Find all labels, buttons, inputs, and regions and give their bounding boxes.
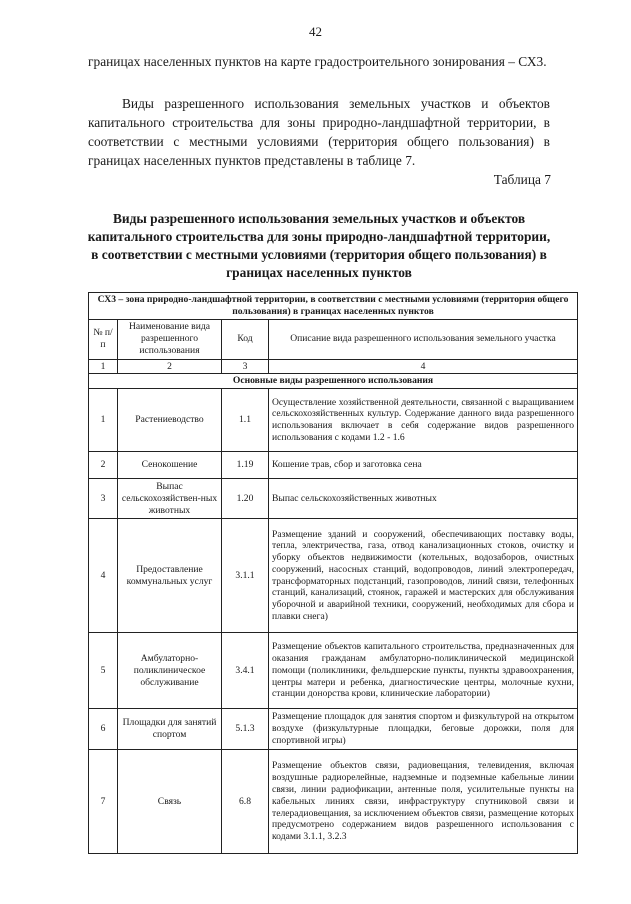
row-number: 5 — [89, 633, 118, 709]
use-name: Амбулаторно-поликлиническое обслуживание — [118, 633, 222, 709]
use-name: Выпас сельскохозяйствен-ных животных — [118, 479, 222, 519]
row-number: 6 — [89, 709, 118, 750]
page-number: 42 — [309, 24, 322, 39]
table-label: Таблица 7 — [493, 172, 551, 187]
row-number: 7 — [89, 750, 118, 854]
column-header-code: Код — [222, 319, 269, 359]
row-number: 4 — [89, 519, 118, 633]
zone-header: СХ3 – зона природно-ландшафтной территории, в соответствии с местными условиями (территория общего пользования) в границах населенных пунктов — [89, 293, 578, 320]
table-row — [89, 389, 578, 452]
use-code: 3.1.1 — [222, 519, 269, 633]
use-description: Размещение объектов капитального строительства, предназначенных для оказания гражданам амбулаторно-поликлинической медицинской помощи (поликлиники, фельдшерские пункты, пункты здравоохранения, центры матери и ребенка, диагностические центры, молочные кухни, станции донорства крови, клинические лаборатории) — [269, 633, 578, 709]
column-number: 3 — [222, 359, 269, 374]
use-code: 5.1.3 — [222, 709, 269, 750]
row-number: 3 — [89, 479, 118, 519]
intro-text-2: Виды разрешенного использования земельных участков и объектов капитального строительства для зоны природно-ландшафтной территории, в соответствии с местными условиями (территория общего пользования) в границах населенных пунктов представлены в таблице 7. — [88, 96, 550, 168]
permitted-use-table — [88, 292, 578, 854]
section-title: Основные виды разрешенного использования — [89, 374, 578, 389]
use-name: Предоставление коммунальных услуг — [118, 519, 222, 633]
table-row — [89, 519, 578, 633]
column-number: 4 — [269, 359, 578, 374]
column-number-row — [89, 359, 578, 374]
table-row — [89, 750, 578, 854]
zone-header-row — [89, 293, 578, 320]
intro-text-1: границах населенных пунктов на карте градостроительного зонирования – СХ3. — [88, 54, 547, 69]
section-row — [89, 374, 578, 389]
use-description: Кошение трав, сбор и заготовка сена — [269, 452, 578, 479]
use-code: 6.8 — [222, 750, 269, 854]
use-name: Связь — [118, 750, 222, 854]
column-number: 1 — [89, 359, 118, 374]
table-row — [89, 479, 578, 519]
intro-paragraph-continuation — [88, 52, 550, 71]
use-description: Выпас сельскохозяйственных животных — [269, 479, 578, 519]
column-header-number: № п/п — [89, 319, 118, 359]
table-row — [89, 452, 578, 479]
use-code: 1.1 — [222, 389, 269, 452]
table-row — [89, 709, 578, 750]
use-description: Размещение площадок для занятия спортом и физкультурой на открытом воздухе (физкультурные площадки, беговые дорожки, поля для спортивной игры) — [269, 709, 578, 750]
table-title: Виды разрешенного использования земельных участков и объектов капитального строительства для зоны природно-ландшафтной территории, в соответствии с местными условиями (территория общего пользования) в границах населенных пунктов — [87, 211, 551, 280]
use-code: 1.19 — [222, 452, 269, 479]
row-number: 2 — [89, 452, 118, 479]
column-header-row — [89, 319, 578, 359]
use-description: Размещение зданий и сооружений, обеспечивающих поставку воды, тепла, электричества, газа, отвод канализационных стоков, очистку и уборку объектов недвижимости (котельных, водозаборов, очистных сооружений, насосных станций, водопроводов, линий электропередач, трансформаторных подстанций, газопроводов, линий связи, телефонных станций, канализаций, стоянок, гаражей и мастерских для обслуживания уборочной и аварийной техники, сооружений, необходимых для сбора и плавки снега) — [269, 519, 578, 633]
use-name: Растениеводство — [118, 389, 222, 452]
column-header-name: Наименование вида разрешенного использования — [118, 319, 222, 359]
use-name: Площадки для занятий спортом — [118, 709, 222, 750]
use-name: Сенокошение — [118, 452, 222, 479]
use-description: Осуществление хозяйственной деятельности, связанной с выращиванием сельскохозяйственных культур. Содержание данного вида разрешенного использования включает в себя содержание видов разрешенного использования с кодами 1.2 - 1.6 — [269, 389, 578, 452]
intro-paragraph — [88, 94, 550, 170]
use-description: Размещение объектов связи, радиовещания, телевидения, включая воздушные радиорелейные, надземные и подземные кабельные линии связи, линии радиофикации, антенные поля, усилительные пункты на кабельных линиях связи, инфраструктуру спутниковой связи и телерадиовещания, за исключением объектов связи, размещение которых предусмотрено содержанием видов разрешенного использования с кодами 3.1.1, 3.2.3 — [269, 750, 578, 854]
table-row — [89, 633, 578, 709]
use-code: 1.20 — [222, 479, 269, 519]
use-code: 3.4.1 — [222, 633, 269, 709]
column-number: 2 — [118, 359, 222, 374]
row-number: 1 — [89, 389, 118, 452]
column-header-description: Описание вида разрешенного использования земельного участка — [269, 319, 578, 359]
